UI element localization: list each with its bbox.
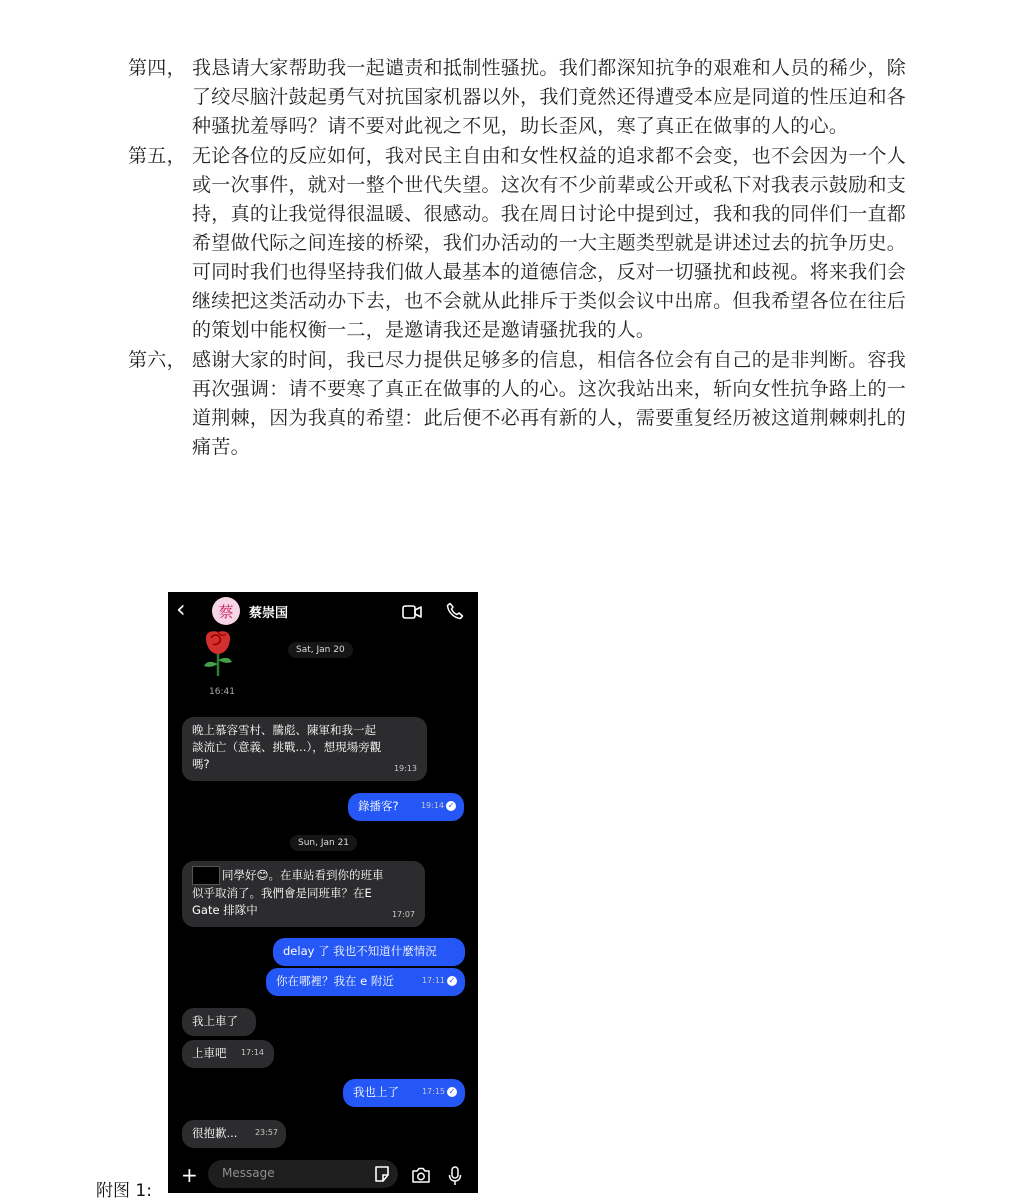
paragraph-text: 无论各位的反应如何，我对民主自由和女性权益的追求都不会变，也不会因为一个人或一次事件，就对一整个世代失望。这次有不少前辈或公开或私下对我表示鼓励和支持，真的让我觉得很温暖、很感动。我在周日讨论中提到过，我和我的同伴们一直都希望做代际之间连接的桥梁，我们办活动的一大主题类型就是讲述过去的抗争历史。可同时我们也得坚持我们做人最基本的道德信念，反对一切骚扰和歧视。将来我们会继续把这类活动办下去，也不会就从此排斥于类似会议中出席。但我希望各位在往后的策划中能权衡一二，是邀请我还是邀请骚扰我的人。 (192, 145, 907, 341)
redacted-name (192, 866, 220, 885)
message-time: 16:41 (209, 687, 235, 697)
incoming-message[interactable] (182, 717, 427, 781)
message-text: 你在哪裡？我在 e 附近 (276, 974, 394, 988)
message-text: 我也上了 (353, 1085, 399, 1099)
message-text: 同學好😊。在車站看到你的班車 似乎取消了。我們會是同班車？在E Gate 排隊中 (192, 868, 384, 917)
back-arrow-icon[interactable]: ‹ (176, 595, 186, 623)
message-time: 19:14 (420, 801, 444, 810)
paragraph-text: 感谢大家的时间，我已尽力提供足够多的信息，相信各位会有自己的是非判断。容我再次强调：请不要寒了真正在做事的人的心。这次我站出来，斩向女性抗争路上的一道荆棘，因为我真的希望：此后便不必再有新的人，需要重复经历被这道荆棘刺扎的痛苦。 (192, 349, 907, 458)
outgoing-message[interactable] (348, 793, 464, 821)
message-input-placeholder: Message (222, 1166, 275, 1180)
chat-screenshot (168, 592, 478, 1193)
chat-header (168, 592, 478, 630)
read-check-icon: ✓ (448, 975, 456, 985)
video-call-icon[interactable] (402, 604, 422, 623)
date-separator: Sat, Jan 20 (288, 642, 353, 658)
incoming-message[interactable] (182, 1040, 274, 1068)
rose-emoji-icon (198, 628, 238, 678)
paragraph-4 (128, 54, 928, 141)
outgoing-message[interactable] (266, 968, 465, 996)
camera-icon[interactable] (411, 1167, 431, 1188)
message-text: 上車吧 (192, 1046, 227, 1060)
plus-icon[interactable]: + (181, 1163, 198, 1187)
message-time: 17:11 (421, 976, 445, 985)
message-text: delay 了 我也不知道什麼情況 (283, 944, 437, 958)
sticker-icon[interactable] (373, 1165, 391, 1187)
paragraph-number: 第四， (128, 57, 186, 79)
microphone-icon[interactable] (448, 1166, 462, 1190)
incoming-message[interactable] (182, 1120, 286, 1148)
message-text: 晚上慕容雪村、騰彪、陳軍和我一起 談流亡（意義、挑戰...），想現場旁觀 嗎? (192, 723, 382, 771)
contact-name[interactable]: 蔡崇国 (249, 606, 289, 621)
read-check-icon: ✓ (448, 1086, 456, 1096)
message-time: 23:57 (254, 1128, 278, 1137)
message-text: 錄播客? (358, 799, 399, 813)
read-check-icon: ✓ (447, 800, 455, 810)
paragraph-5 (128, 142, 928, 345)
message-time: 17:14 (240, 1048, 264, 1057)
outgoing-message[interactable] (343, 1079, 465, 1107)
paragraph-6 (128, 346, 928, 462)
phone-call-icon[interactable] (446, 602, 464, 624)
incoming-message[interactable] (182, 861, 425, 927)
message-time: 19:13 (393, 764, 417, 773)
paragraph-number: 第六， (128, 349, 186, 371)
outgoing-message[interactable] (273, 938, 465, 966)
message-text: 我上車了 (192, 1014, 238, 1028)
date-separator: Sun, Jan 21 (290, 835, 357, 851)
message-input[interactable] (208, 1160, 398, 1188)
message-time: 17:07 (391, 910, 415, 919)
avatar[interactable]: 蔡 (212, 597, 240, 625)
paragraph-number: 第五， (128, 145, 186, 167)
figure-caption: 附图 1: (96, 1181, 152, 1201)
incoming-message[interactable] (182, 1008, 256, 1036)
message-text: 很抱歉... (192, 1126, 238, 1140)
message-time: 17:15 (421, 1087, 445, 1096)
message-composer (168, 1158, 478, 1193)
paragraph-text: 我恳请大家帮助我一起谴责和抵制性骚扰。我们都深知抗争的艰难和人员的稀少，除了绞尽脑汁鼓起勇气对抗国家机器以外，我们竟然还得遭受本应是同道的性压迫和各种骚扰羞辱吗？请不要对此视之不见，助长歪风，寒了真正在做事的人的心。 (192, 57, 907, 137)
document-body (128, 54, 928, 463)
